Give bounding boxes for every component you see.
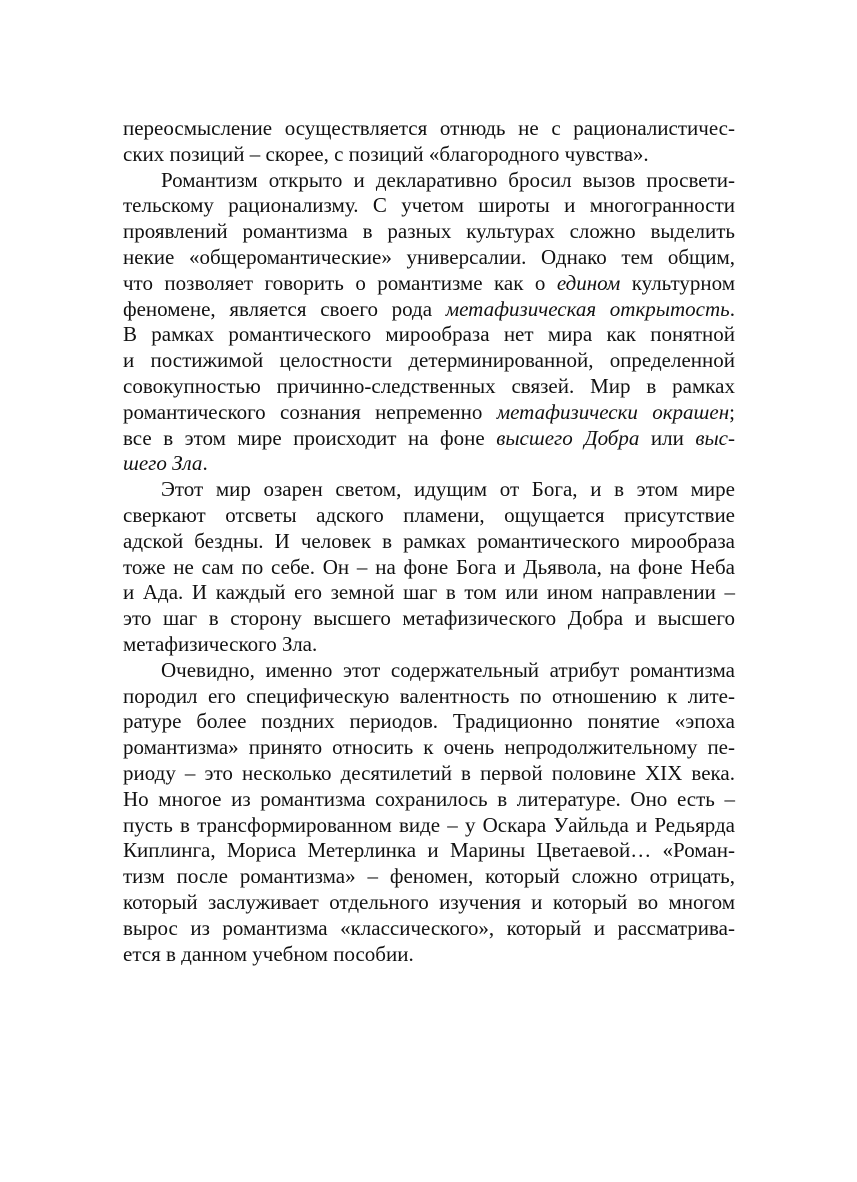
text-line bbox=[123, 890, 735, 916]
text-line bbox=[123, 322, 735, 348]
text-line bbox=[123, 942, 735, 968]
text-run: и постижимой целостности детерминированной, определенной bbox=[123, 348, 735, 373]
text-line bbox=[123, 503, 735, 529]
text-line bbox=[123, 813, 735, 839]
text-run: проявлений романтизма в разных культурах сложно выделить bbox=[123, 219, 735, 244]
text-run: метафизического Зла. bbox=[123, 631, 318, 656]
text-run: Но многое из романтизма сохранилось в литературе. Оно есть – bbox=[123, 786, 735, 811]
text-line bbox=[123, 271, 735, 297]
text-run: Киплинга, Мориса Метерлинка и Марины Цветаевой… «Роман- bbox=[123, 838, 735, 863]
text-run: породил его специфическую валентность по отношению к лите- bbox=[123, 683, 735, 708]
text-run: ских позиций – скорее, с позиций «благородного чувства». bbox=[123, 141, 649, 166]
text-run: ратуре более поздних периодов. Традиционно понятие «эпоха bbox=[123, 709, 735, 734]
text-run: некие «общеромантические» универсалии. Однако тем общим, bbox=[123, 244, 735, 269]
text-run: тельскому рационализму. С учетом широты и многогранности bbox=[123, 193, 735, 218]
text-line bbox=[123, 761, 735, 787]
text-line bbox=[123, 297, 735, 323]
text-run: . bbox=[202, 451, 208, 476]
text-run: ется в данном учебном пособии. bbox=[123, 941, 414, 966]
text-line bbox=[123, 348, 735, 374]
text-line bbox=[123, 606, 735, 632]
text-run: адской бездны. И человек в рамках романтического мирообраза bbox=[123, 528, 735, 553]
text-run: совокупностью причинно-следственных связей. Мир в рамках bbox=[123, 373, 735, 398]
text-run: или bbox=[639, 425, 696, 450]
text-line bbox=[123, 864, 735, 890]
italic-text: метафизически окрашен bbox=[496, 399, 730, 424]
text-run: что позволяет говорить о романтизме как о bbox=[123, 270, 557, 295]
text-run: В рамках романтического мирообраза нет мира как понятной bbox=[123, 322, 735, 347]
text-line bbox=[123, 658, 735, 684]
text-line bbox=[123, 219, 735, 245]
text-run: феномене, является своего рода bbox=[123, 296, 446, 321]
text-line bbox=[123, 709, 735, 735]
text-run: переосмысление осуществляется отнюдь не с рационалистичес- bbox=[123, 116, 735, 140]
paragraph bbox=[123, 477, 735, 658]
text-line bbox=[123, 838, 735, 864]
text-run: который заслуживает отдельного изучения и который во многом bbox=[123, 889, 735, 914]
text-run: это шаг в сторону высшего метафизического Добра и высшего bbox=[123, 606, 735, 631]
text-line bbox=[123, 632, 735, 658]
text-line bbox=[123, 735, 735, 761]
text-run: сверкают отсветы адского пламени, ощущается присутствие bbox=[123, 502, 735, 527]
text-line bbox=[123, 916, 735, 942]
text-line bbox=[123, 245, 735, 271]
paragraph bbox=[123, 168, 735, 478]
text-line bbox=[123, 684, 735, 710]
text-run: культурном bbox=[620, 270, 735, 295]
text-run: . bbox=[729, 296, 735, 321]
text-line bbox=[123, 116, 735, 142]
text-run: Этот мир озарен светом, идущим от Бога, и в этом мире bbox=[161, 477, 735, 502]
paragraph bbox=[123, 116, 735, 168]
text-run: риоду – это несколько десятилетий в первой половине XIX века. bbox=[123, 760, 735, 785]
italic-text: метафизическая открытость bbox=[445, 296, 730, 321]
text-line bbox=[123, 142, 735, 168]
text-run: тизм после романтизма» – феномен, который сложно отрицать, bbox=[123, 864, 735, 889]
text-run: тоже не сам по себе. Он – на фоне Бога и Дьявола, на фоне Неба bbox=[123, 554, 735, 579]
text-run: вырос из романтизма «классического», который и рассматрива- bbox=[123, 915, 735, 940]
text-run: романтизма» принято относить к очень непродолжительному пе- bbox=[123, 735, 735, 760]
text-run: пусть в трансформированном виде – у Оскара Уайльда и Редьярда bbox=[123, 812, 735, 837]
text-run: и Ада. И каждый его земной шаг в том или ином направлении – bbox=[123, 580, 735, 605]
text-line bbox=[123, 787, 735, 813]
text-run: все в этом мире происходит на фоне bbox=[123, 425, 497, 450]
text-line bbox=[123, 477, 735, 503]
text-line bbox=[123, 451, 735, 477]
text-run: романтического сознания непременно bbox=[123, 399, 497, 424]
text-run: Романтизм открыто и декларативно бросил вызов просвети- bbox=[161, 167, 735, 192]
italic-text: выс- bbox=[695, 425, 735, 450]
text-line bbox=[123, 168, 735, 194]
italic-text: шего Зла bbox=[123, 451, 203, 476]
page-body-text bbox=[123, 116, 735, 967]
text-line bbox=[123, 529, 735, 555]
text-line bbox=[123, 426, 735, 452]
text-line bbox=[123, 400, 735, 426]
text-line bbox=[123, 374, 735, 400]
text-line bbox=[123, 580, 735, 606]
text-line bbox=[123, 555, 735, 581]
text-run: ; bbox=[729, 399, 735, 424]
paragraph bbox=[123, 658, 735, 968]
text-line bbox=[123, 193, 735, 219]
italic-text: едином bbox=[556, 270, 621, 295]
text-run: Очевидно, именно этот содержательный атрибут романтизма bbox=[161, 657, 735, 682]
italic-text: высшего Добра bbox=[496, 425, 640, 450]
